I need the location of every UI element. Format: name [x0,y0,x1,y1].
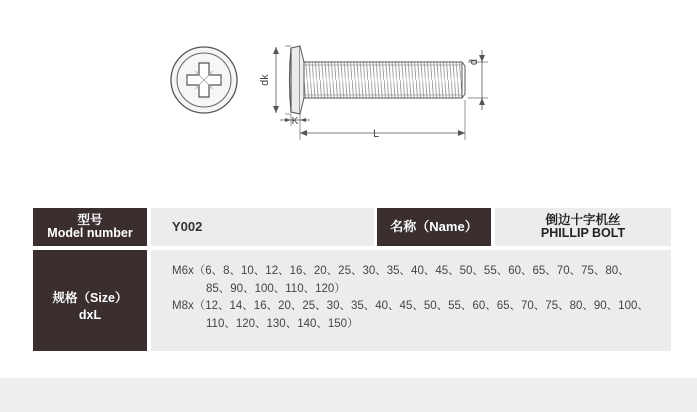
screw-head-end-view [171,47,237,113]
screw-technical-drawing [0,0,697,200]
dim-d-label: d [468,58,480,66]
name-label: 名称（Name） [390,219,478,234]
model-number-label-en: Model number [47,226,133,240]
size-m6-line2: 85、90、100、110、120） [206,282,346,295]
size-label-cell [33,250,147,351]
dim-dk-label: dk [259,74,271,86]
dim-k-label: K [291,116,299,127]
dimension-l [300,100,465,140]
dimension-dk [259,46,291,114]
model-number-label-cn: 型号 [77,213,103,227]
dim-l-label: L [372,128,380,140]
size-m6-line1: M6x（6、8、10、12、16、20、25、30、35、40、45、50、55、60、65、70、75、80、 [172,265,630,277]
model-number-value-cell [151,208,374,246]
model-number-value: Y002 [172,219,203,234]
name-value-cell [495,208,671,246]
dimension-d [468,50,488,110]
size-m8-line2: 110、120、130、140、150） [206,317,359,330]
screw-side-view [290,46,466,114]
model-number-label-cell [33,208,147,246]
size-m8-line1: M8x（12、14、16、20、25、30、35、40、45、50、55、60、65、70、75、80、90、100、 [172,300,649,312]
size-value-cell [151,250,671,351]
name-label-cell [377,208,491,246]
dimension-k [280,114,310,140]
name-value-cn: 倒边十字机丝 [545,213,621,227]
footer-band [0,378,697,412]
name-value-en: PHILLIP BOLT [540,226,626,240]
size-label-en: dxL [78,308,102,322]
size-label-cn: 规格（Size） [52,291,128,305]
